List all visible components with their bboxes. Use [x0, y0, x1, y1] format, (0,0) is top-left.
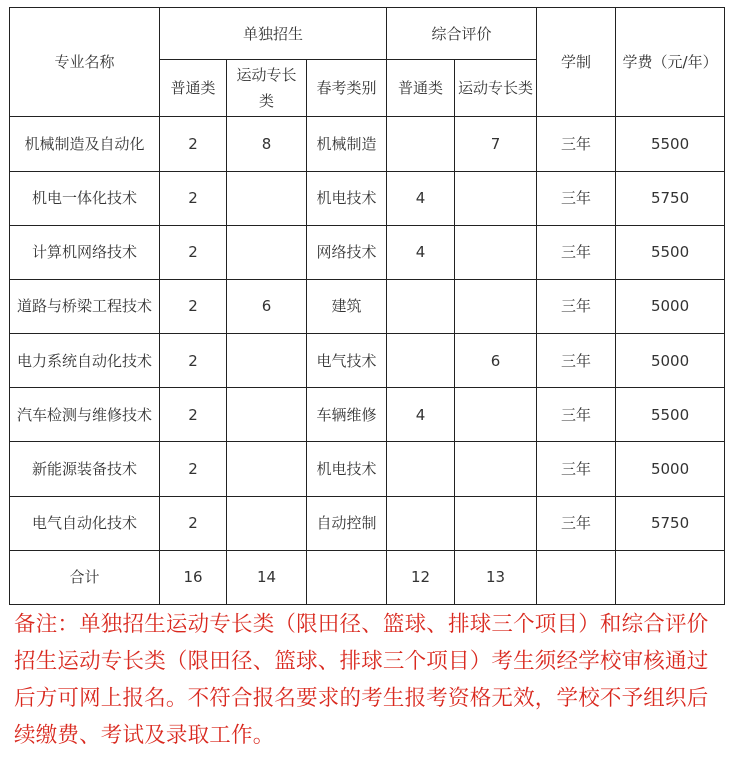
spring-category: 建筑	[307, 279, 387, 333]
sep-sports-count	[227, 496, 307, 550]
total-label: 合计	[10, 550, 160, 604]
total-sep-general: 16	[160, 550, 227, 604]
sep-sports-count	[227, 334, 307, 388]
comp-sports-count	[455, 496, 537, 550]
fee: 5500	[616, 388, 725, 442]
comp-sports-count	[455, 171, 537, 225]
total-comp-sports: 13	[455, 550, 537, 604]
duration: 三年	[537, 496, 616, 550]
major-name: 道路与桥梁工程技术	[10, 279, 160, 333]
total-duration	[537, 550, 616, 604]
table-row	[10, 334, 725, 388]
duration: 三年	[537, 279, 616, 333]
header-comp-general: 普通类	[387, 60, 455, 117]
enrollment-table	[9, 7, 725, 605]
sep-general-count: 2	[160, 496, 227, 550]
header-comp-sports: 运动专长类	[455, 60, 537, 117]
header-sep-spring: 春考类别	[307, 60, 387, 117]
comp-sports-count	[455, 388, 537, 442]
duration: 三年	[537, 388, 616, 442]
total-comp-general: 12	[387, 550, 455, 604]
fee: 5000	[616, 442, 725, 496]
remark-note: 备注：单独招生运动专长类（限田径、篮球、排球三个项目）和综合评价招生运动专长类（限田径、篮球、排球三个项目）考生须经学校审核通过后方可网上报名。不符合报名要求的考生报考资格无效，学校不予组织后续缴费、考试及录取工作。	[14, 612, 709, 748]
sep-general-count: 2	[160, 117, 227, 171]
sep-general-count: 2	[160, 442, 227, 496]
spring-category: 机电技术	[307, 171, 387, 225]
table-row	[10, 225, 725, 279]
total-spring	[307, 550, 387, 604]
major-name: 新能源装备技术	[10, 442, 160, 496]
sep-general-count: 2	[160, 279, 227, 333]
header-fee: 学费（元/年）	[616, 8, 725, 117]
comp-general-count	[387, 279, 455, 333]
comp-sports-count: 6	[455, 334, 537, 388]
header-sep-sports: 运动专长类	[227, 60, 307, 117]
duration: 三年	[537, 117, 616, 171]
spring-category: 电气技术	[307, 334, 387, 388]
comp-sports-count: 7	[455, 117, 537, 171]
comp-general-count	[387, 442, 455, 496]
comp-sports-count	[455, 225, 537, 279]
header-duration: 学制	[537, 8, 616, 117]
header-separate-enrollment: 单独招生	[160, 8, 387, 60]
header-major: 专业名称	[10, 8, 160, 117]
major-name: 电气自动化技术	[10, 496, 160, 550]
total-fee	[616, 550, 725, 604]
fee: 5500	[616, 225, 725, 279]
comp-general-count: 4	[387, 388, 455, 442]
table-row	[10, 279, 725, 333]
fee: 5750	[616, 171, 725, 225]
comp-general-count	[387, 334, 455, 388]
spring-category: 车辆维修	[307, 388, 387, 442]
table-row	[10, 171, 725, 225]
major-name: 电力系统自动化技术	[10, 334, 160, 388]
sep-sports-count	[227, 171, 307, 225]
major-name: 机械制造及自动化	[10, 117, 160, 171]
duration: 三年	[537, 171, 616, 225]
major-name: 机电一体化技术	[10, 171, 160, 225]
table-row	[10, 496, 725, 550]
sep-general-count: 2	[160, 388, 227, 442]
table-row	[10, 442, 725, 496]
total-row	[10, 550, 725, 604]
comp-general-count	[387, 117, 455, 171]
comp-sports-count	[455, 279, 537, 333]
sep-sports-count	[227, 225, 307, 279]
sep-sports-count	[227, 388, 307, 442]
sep-general-count: 2	[160, 334, 227, 388]
spring-category: 自动控制	[307, 496, 387, 550]
duration: 三年	[537, 334, 616, 388]
sep-sports-count	[227, 442, 307, 496]
table-row	[10, 117, 725, 171]
fee: 5750	[616, 496, 725, 550]
duration: 三年	[537, 442, 616, 496]
header-comprehensive-evaluation: 综合评价	[387, 8, 537, 60]
sep-sports-count: 8	[227, 117, 307, 171]
duration: 三年	[537, 225, 616, 279]
comp-sports-count	[455, 442, 537, 496]
comp-general-count: 4	[387, 171, 455, 225]
table-row	[10, 388, 725, 442]
fee: 5500	[616, 117, 725, 171]
spring-category: 机械制造	[307, 117, 387, 171]
comp-general-count: 4	[387, 225, 455, 279]
comp-general-count	[387, 496, 455, 550]
header-sep-general: 普通类	[160, 60, 227, 117]
fee: 5000	[616, 334, 725, 388]
major-name: 汽车检测与维修技术	[10, 388, 160, 442]
total-sep-sports: 14	[227, 550, 307, 604]
fee: 5000	[616, 279, 725, 333]
sep-sports-count: 6	[227, 279, 307, 333]
sep-general-count: 2	[160, 171, 227, 225]
spring-category: 机电技术	[307, 442, 387, 496]
spring-category: 网络技术	[307, 225, 387, 279]
sep-general-count: 2	[160, 225, 227, 279]
major-name: 计算机网络技术	[10, 225, 160, 279]
